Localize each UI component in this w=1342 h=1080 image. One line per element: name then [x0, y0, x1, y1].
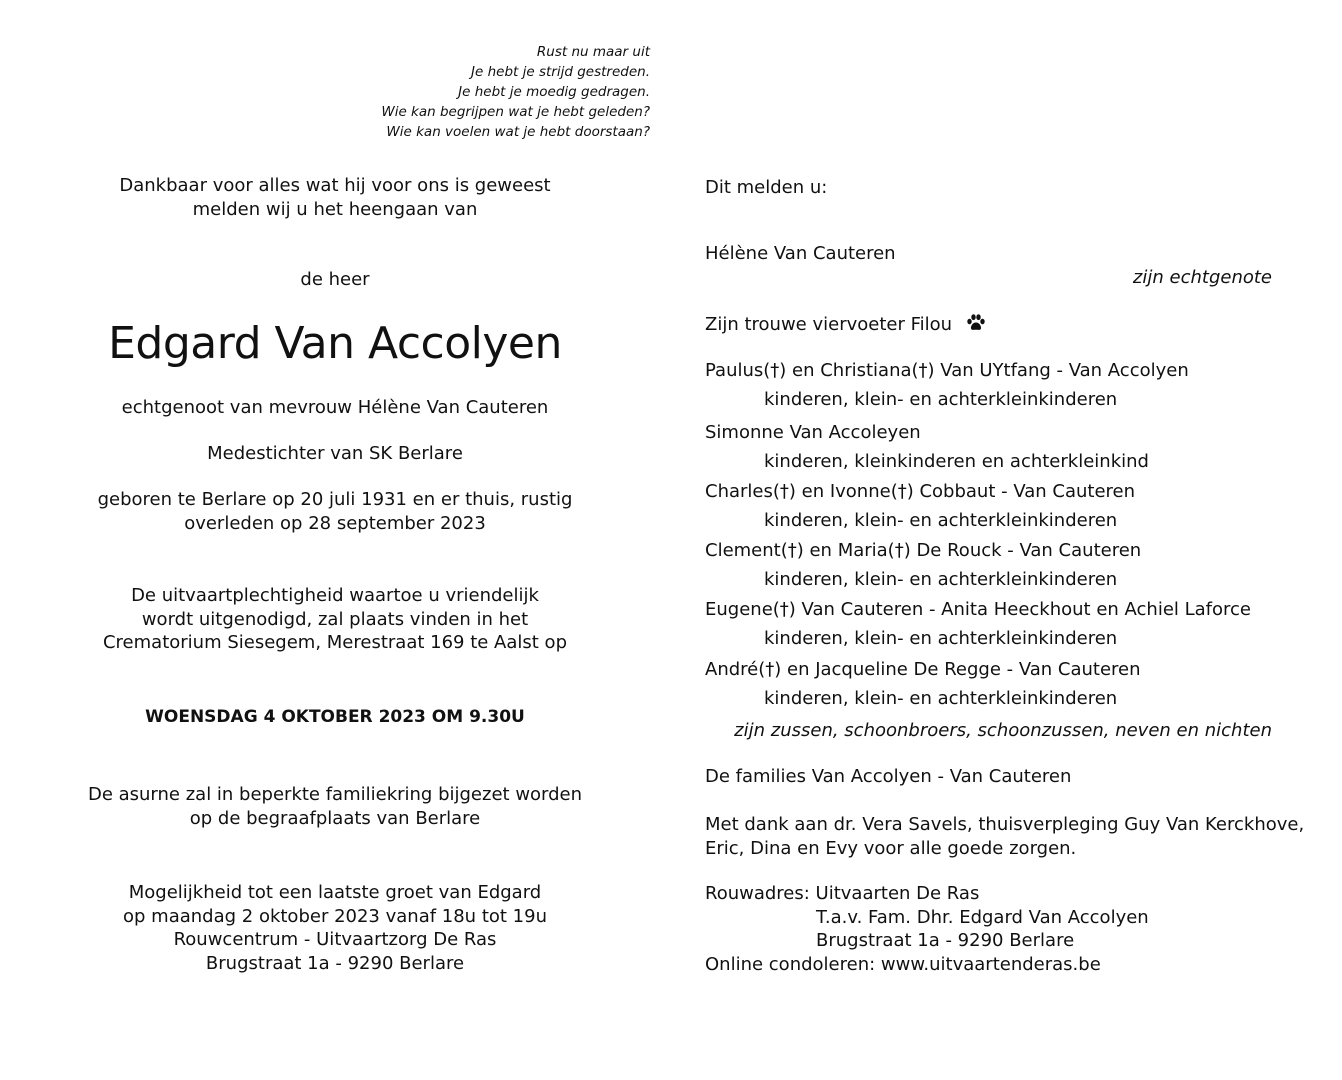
poem-line: Je hebt je strijd gestreden. — [471, 64, 650, 80]
birth-death-text: geboren te Berlare op 20 juli 1931 en er thuis, rustig overleden op 28 september 2023 — [97, 489, 573, 534]
paw-icon — [966, 314, 986, 332]
relatives-text: zijn zussen, schoonbroers, schoonzussen, neven en nichten — [734, 720, 1272, 741]
spouse-text: echtgenoot van mevrouw Hélène Van Cauteren — [121, 397, 549, 418]
family-entry: Eugene(†) Van Cauteren - Anita Heeckhout en Achiel Laforce kinderen, klein- en achterkleinkinderen — [705, 599, 1252, 649]
poem-line: Rust nu maar uit — [536, 44, 650, 60]
families-text: De families Van Accolyen - Van Cauteren — [705, 766, 1072, 787]
ceremony-date: WOENSDAG 4 OKTOBER 2023 OM 9.30U — [145, 707, 525, 727]
poem-line: Wie kan voelen wat je hebt doorstaan? — [386, 124, 650, 140]
family-entry: Simonne Van Accoleyen kinderen, kleinkinderen en achterkleinkind — [705, 422, 1149, 472]
poem — [330, 42, 650, 142]
thanks-text: Met dank aan dr. Vera Savels, thuisverpleging Guy Van Kerckhove, Eric, Dina en Evy voor alle goede zorgen. — [705, 814, 1305, 859]
mourning-address: Rouwadres: Uitvaarten De Ras T.a.v. Fam. Dhr. Edgard Van Accolyen Brugstraat 1a - 9290 Berlare Online condoleren: www.uitvaartenderas.be — [705, 883, 1149, 975]
title-text: de heer — [300, 269, 370, 290]
family-entry: Charles(†) en Ivonne(†) Cobbaut - Van Cauteren kinderen, klein- en achterkleinkinderen — [705, 481, 1136, 531]
family-entry: Paulus(†) en Christiana(†) Van UYtfang - Van Accolyen kinderen, klein- en achterkleinkinderen — [705, 360, 1189, 410]
farewell-text: Mogelijkheid tot een laatste groet van Edgard op maandag 2 oktober 2023 vanaf 18u tot 19u Rouwcentrum - Uitvaartzorg De Ras Brugstraat 1a - 9290 Berlare — [123, 882, 547, 974]
family-entry: André(†) en Jacqueline De Regge - Van Cauteren kinderen, klein- en achterkleinkinderen — [705, 659, 1141, 709]
online-condolence-link[interactable]: Online condoleren: www.uitvaartenderas.be — [705, 953, 1101, 975]
deceased-name: Edgard Van Accolyen — [108, 318, 562, 369]
poem-line: Je hebt je moedig gedragen. — [458, 84, 650, 100]
family-entry: Clement(†) en Maria(†) De Rouck - Van Cauteren kinderen, klein- en achterkleinkinderen — [705, 540, 1142, 590]
founder-text: Medestichter van SK Berlare — [207, 443, 463, 464]
poem-line: Wie kan begrijpen wat je hebt geleden? — [381, 104, 650, 120]
pet-line: Zijn trouwe viervoeter Filou — [705, 313, 986, 337]
wife-role: zijn echtgenote — [1132, 267, 1272, 288]
urn-text: De asurne zal in beperkte familiekring bijgezet worden op de begraafplaats van Berlare — [87, 784, 583, 829]
intro-text: Dankbaar voor alles wat hij voor ons is geweest melden wij u het heengaan van — [119, 175, 551, 220]
ceremony-text: De uitvaartplechtigheid waartoe u vriendelijk wordt uitgenodigd, zal plaats vinden in het Crematorium Siesegem, Merestraat 169 te Aalst op — [102, 585, 567, 653]
announcement-heading: Dit melden u: — [705, 177, 828, 198]
wife-name: Hélène Van Cauteren — [705, 243, 896, 264]
